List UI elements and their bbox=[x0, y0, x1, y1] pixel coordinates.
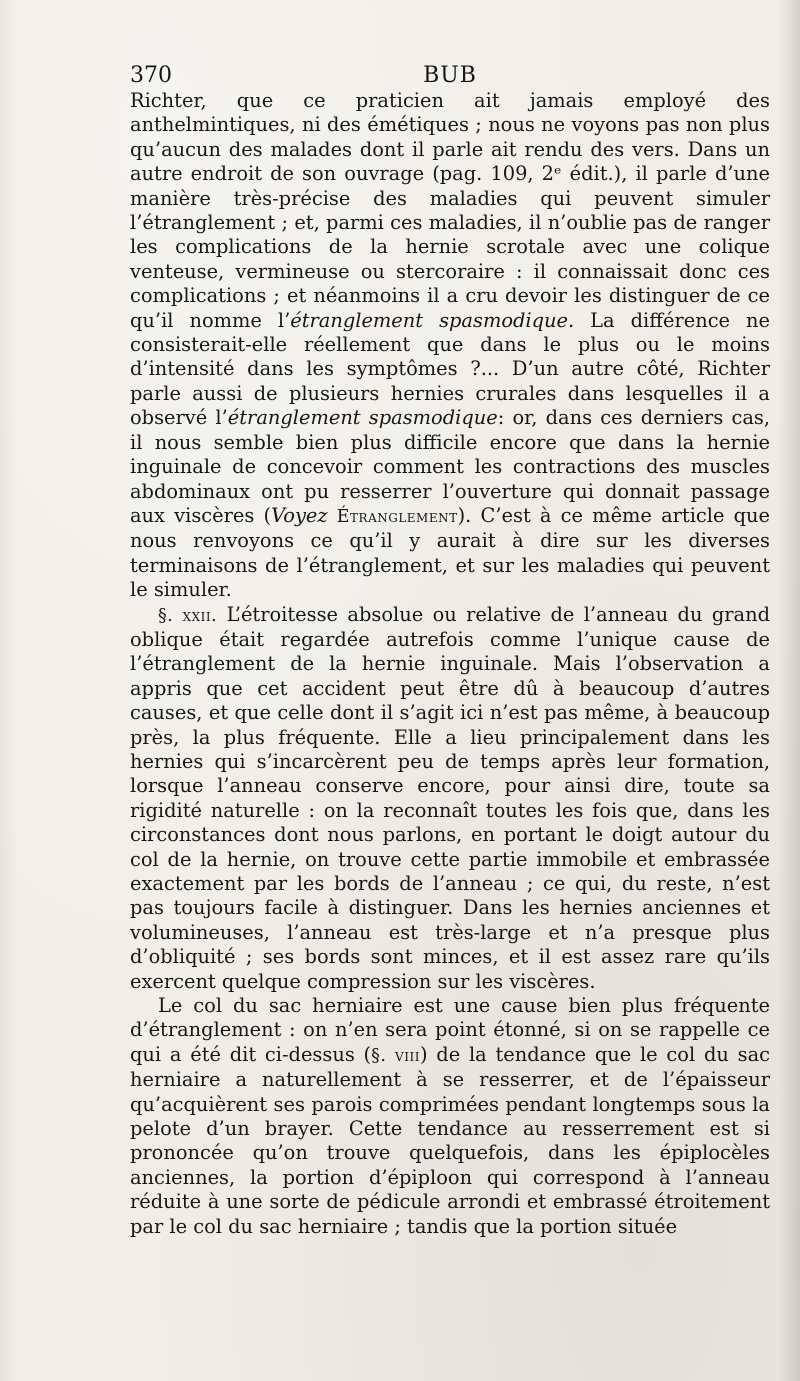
cross-reference-etranglement: Étranglement bbox=[336, 506, 458, 527]
paragraph-1 bbox=[130, 89, 770, 603]
paragraph-1-text-d: ). C’est à ce même article que nous renvoyons ce qu’il y aurait à dire sur les diverses terminaisons de l’étranglement, et sur les maladies qui peuvent le simuler. bbox=[130, 503, 771, 602]
paragraph-1-text-a: Richter, que ce praticien ait jamais employé des anthelmintiques, ni des émétiques ; nous ne voyons pas non plus qu’aucun des malades dont il parle ait rendu des vers. Dans un autre endroit de son ouvrage (pag. 109, 2ᵉ édit.), il parle d’une manière très-précise des maladies qui peuvent simuler l’étranglement ; et, parmi ces maladies, il n’oublie pas de ranger les complications de la hernie scrotale avec une colique venteuse, vermineuse ou stercoraire : il connaissait donc ces complications ; et néanmoins il a cru devoir les distinguer de ce qu’il nomme l’ bbox=[130, 89, 770, 332]
italic-term-etranglement-spasmodique-2: étranglement spasmodique bbox=[227, 406, 498, 430]
body-text bbox=[130, 89, 770, 1239]
paragraph-3-text-a: Le col du sac herniaire est une cause bien plus fréquente d’étranglement : on n’en sera point étonné, si on se rappelle ce qui a été dit ci-dessus ( bbox=[130, 994, 770, 1066]
page-header bbox=[130, 60, 770, 92]
page-gutter-shade bbox=[0, 0, 18, 1381]
page-number: 370 bbox=[130, 63, 172, 88]
page-edge-shadow bbox=[778, 0, 800, 1381]
italic-term-etranglement-spasmodique: étranglement spasmodique bbox=[290, 308, 568, 332]
running-head: BUB bbox=[423, 63, 477, 88]
paragraph-3-text-b: ) de la tendance que le col du sac herniaire a naturellement à se resserrer, et de l’épaisseur qu’acquièrent ses parois comprimées pendant longtemps sous la pelote d’un brayer. Cette tendance au resserrement est si prononcée qu’on trouve quelquefois, dans les épiplocèles anciennes, la portion d’épiploon qui correspond à l’anneau réduite à une sorte de pédicule arrondi et embrassé étroitement par le col du sac herniaire ; tandis que la portion située bbox=[130, 1042, 770, 1238]
italic-voyez: Voyez bbox=[271, 503, 328, 527]
section-reference-viii: §. viii bbox=[371, 1045, 420, 1066]
paragraph-2-text: L’étroitesse absolue ou relative de l’anneau du grand oblique était regardée autrefois comme l’unique cause de l’étranglement de la hernie inguinale. Mais l’observation a appris que cet accident peut être dû à beaucoup d’autres causes, et que celle dont il s’agit ici n’est pas même, à beaucoup près, la plus fréquente. Elle a lieu principalement dans les hernies qui s’incarcèrent peu de temps après leur formation, lorsque l’anneau conserve encore, pour ainsi dire, toute sa rigidité naturelle : on la reconnaît toutes les fois que, dans les circonstances dont nous parlons, en portant le doigt autour du col de la hernie, on trouve cette partie immobile et embrassée exactement par les bords de l’anneau ; ce qui, du reste, n’est pas toujours facile à distinguer. Dans les hernies anciennes et volumineuses, l’anneau est très-large et n’a presque plus d’obliquité ; ses bords sont minces, et il est assez rare qu’ils exercent quelque compression sur les viscères. bbox=[130, 602, 770, 993]
paragraph-1-text-b: . La différence ne consisterait-elle réellement que dans le plus ou le moins d’intensité dans les symptômes ?... D’un autre côté, Richter parle aussi de plusieurs hernies crurales dans lesquelles il a observé l’ bbox=[130, 308, 770, 430]
paragraph-3 bbox=[130, 994, 770, 1239]
paragraph-1-text-c: : or, dans ces derniers cas, il nous semble bien plus difficile encore que dans la hernie inguinale de concevoir comment les contractions des muscles abdominaux ont pu resserrer l’ouverture qui donnait passage aux viscères ( bbox=[130, 406, 770, 527]
paragraph-2 bbox=[130, 603, 770, 995]
section-marker-xxii: §. xxii. bbox=[158, 605, 218, 626]
